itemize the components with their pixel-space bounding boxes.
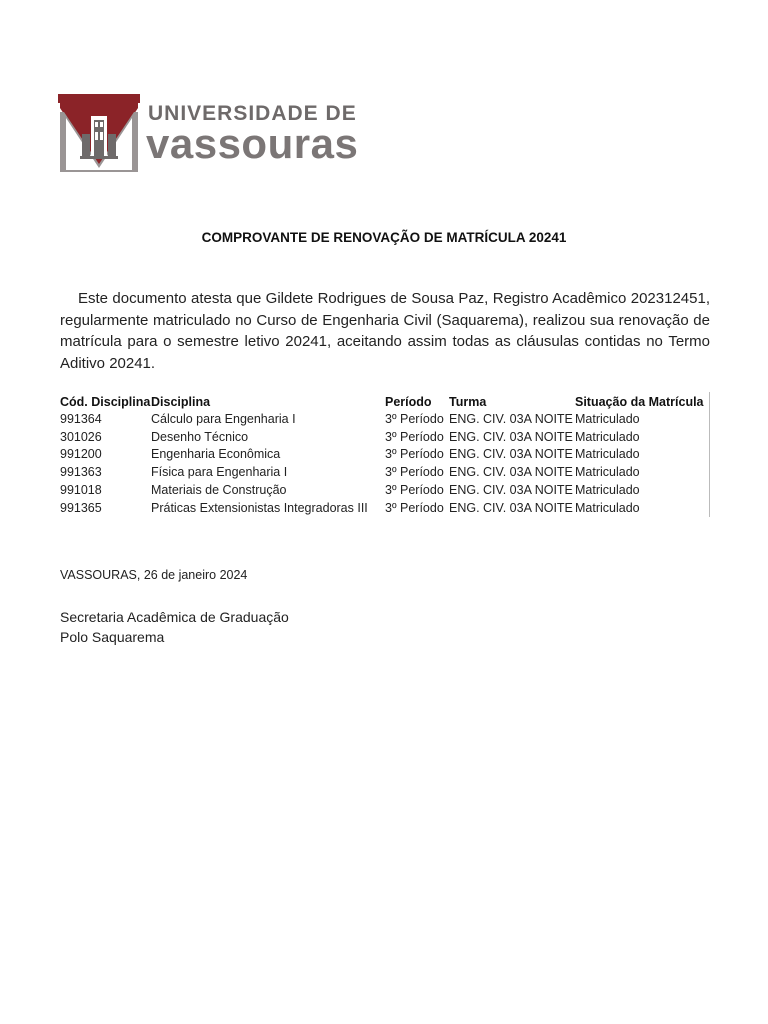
- cell-code: 991364: [60, 411, 102, 426]
- cell-discipline: Engenharia Econômica: [151, 447, 281, 462]
- cell-discipline: Desenho Técnico: [151, 429, 249, 444]
- table-row: [60, 463, 710, 481]
- cell-class: ENG. CIV. 03A NOITE: [449, 500, 573, 515]
- cell-status: Matriculado: [575, 428, 710, 446]
- cell-status: Matriculado: [575, 499, 710, 517]
- table-row: [60, 428, 710, 446]
- table-header-row: [60, 392, 710, 410]
- cell-code: 991363: [60, 465, 102, 480]
- courses-table: [60, 392, 710, 517]
- cell-class: ENG. CIV. 03A NOITE: [449, 483, 573, 498]
- cell-status: Matriculado: [575, 410, 710, 428]
- cell-discipline: Materiais de Construção: [151, 483, 287, 498]
- body-text: Este documento atesta que Gildete Rodrigues de Sousa Paz, Registro Acadêmico 202312451, regularmente matriculado no Curso de Engenharia Civil (Saquarema), realizou sua renovação de matrícula para o semestre letivo 20241, aceitando assim todas as cláusulas contidas no Termo Aditivo 20241.: [60, 290, 710, 372]
- cell-period: 3º Período: [385, 500, 444, 515]
- cell-status: Matriculado: [575, 446, 710, 464]
- cell-status: Matriculado: [575, 463, 710, 481]
- cell-period: 3º Período: [385, 483, 444, 498]
- signature-office: Secretaria Acadêmica de Graduação: [60, 609, 289, 625]
- cell-period: 3º Período: [385, 465, 444, 480]
- cell-code: 991365: [60, 500, 102, 515]
- university-crest-icon: [58, 94, 140, 172]
- table-row: [60, 446, 710, 464]
- cell-period: 3º Período: [385, 411, 444, 426]
- header-class: Turma: [449, 394, 487, 409]
- cell-code: 991200: [60, 447, 102, 462]
- header-discipline: Disciplina: [151, 394, 211, 409]
- cell-discipline: Física para Engenharia I: [151, 465, 288, 480]
- header-period: Período: [385, 394, 432, 409]
- cell-class: ENG. CIV. 03A NOITE: [449, 465, 573, 480]
- body-paragraph: [60, 288, 710, 374]
- table-row: [60, 499, 710, 517]
- cell-class: ENG. CIV. 03A NOITE: [449, 429, 573, 444]
- logo-text-top: UNIVERSIDADE DE: [148, 102, 357, 125]
- table-row: [60, 410, 710, 428]
- header-status: Situação da Matrícula: [575, 392, 710, 410]
- logo-text-main: vassouras: [146, 120, 359, 167]
- cell-period: 3º Período: [385, 447, 444, 462]
- cell-discipline: Cálculo para Engenharia I: [151, 411, 296, 426]
- cell-discipline: Práticas Extensionistas Integradoras III: [151, 500, 368, 515]
- header-code: Cód. Disciplina: [60, 394, 151, 409]
- document-title: COMPROVANTE DE RENOVAÇÃO DE MATRÍCULA 20241: [201, 230, 567, 245]
- cell-code: 301026: [60, 429, 102, 444]
- date-line: VASSOURAS, 26 de janeiro 2024: [60, 568, 248, 582]
- cell-class: ENG. CIV. 03A NOITE: [449, 447, 573, 462]
- cell-status: Matriculado: [575, 481, 710, 499]
- table-row: [60, 481, 710, 499]
- cell-code: 991018: [60, 483, 102, 498]
- signature-campus: Polo Saquarema: [60, 629, 165, 645]
- cell-period: 3º Período: [385, 429, 444, 444]
- cell-class: ENG. CIV. 03A NOITE: [449, 411, 573, 426]
- university-logo: [58, 94, 398, 172]
